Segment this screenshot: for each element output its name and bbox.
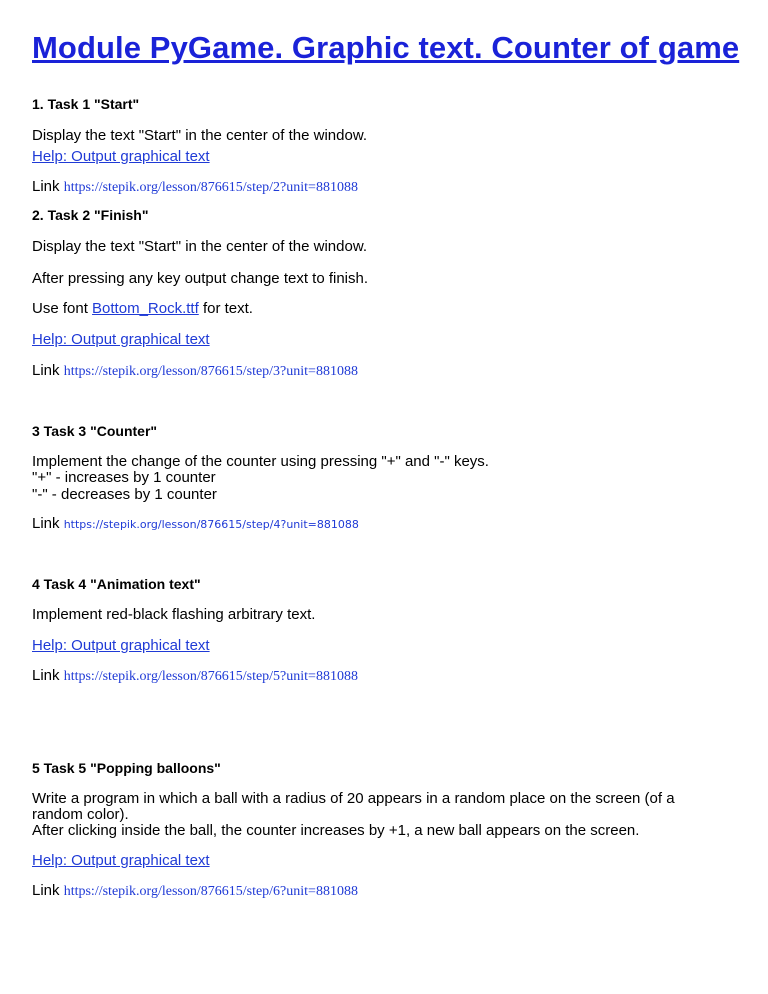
link-label: Link xyxy=(32,515,60,532)
task-5-description-2: random color). xyxy=(32,806,129,823)
font-prefix: Use font xyxy=(32,300,88,317)
link-label: Link xyxy=(32,362,60,379)
task-2-help-link[interactable]: Help: Output graphical text xyxy=(32,331,210,348)
task-2-url[interactable]: https://stepik.org/lesson/876615/step/3?unit=881088 xyxy=(63,364,358,379)
font-file-link[interactable]: Bottom_Rock.ttf xyxy=(92,300,199,317)
task-2-font-line xyxy=(32,300,253,317)
task-3-description-2: "+" - increases by 1 counter xyxy=(32,469,216,486)
task-1-link-row xyxy=(32,178,358,196)
page-title[interactable]: Module PyGame. Graphic text. Counter of game xyxy=(32,30,740,65)
task-4-description: Implement red-black flashing arbitrary text. xyxy=(32,606,316,623)
task-3-description-1: Implement the change of the counter using pressing "+" and "-" keys. xyxy=(32,453,489,470)
task-3-heading: 3 Task 3 "Counter" xyxy=(32,423,158,439)
task-1-description: Display the text "Start" in the center of the window. xyxy=(32,127,367,144)
task-2-link-row xyxy=(32,362,358,380)
task-3-link-row xyxy=(32,515,359,532)
task-1-url[interactable]: https://stepik.org/lesson/876615/step/2?unit=881088 xyxy=(63,180,358,195)
task-4-url[interactable]: https://stepik.org/lesson/876615/step/5?unit=881088 xyxy=(63,669,358,684)
font-suffix: for text. xyxy=(202,300,253,317)
task-1-heading: 1. Task 1 "Start" xyxy=(32,96,140,112)
task-2-heading: 2. Task 2 "Finish" xyxy=(32,207,149,223)
link-label: Link xyxy=(32,178,60,195)
task-4-link-row xyxy=(32,667,358,685)
task-1-help-link[interactable]: Help: Output graphical text xyxy=(32,148,210,165)
task-5-description-1: Write a program in which a ball with a radius of 20 appears in a random place on the screen (of a xyxy=(32,790,675,807)
task-3-description-3: "-" - decreases by 1 counter xyxy=(32,486,217,503)
task-5-heading: 5 Task 5 "Popping balloons" xyxy=(32,760,221,776)
link-label: Link xyxy=(32,667,60,684)
task-2-description-2: After pressing any key output change text to finish. xyxy=(32,270,369,287)
task-4-help-link[interactable]: Help: Output graphical text xyxy=(32,637,210,654)
task-5-description-3: After clicking inside the ball, the counter increases by +1, a new ball appears on the screen. xyxy=(32,822,640,839)
link-label: Link xyxy=(32,882,60,899)
task-5-url[interactable]: https://stepik.org/lesson/876615/step/6?unit=881088 xyxy=(63,884,358,899)
task-5-help-link[interactable]: Help: Output graphical text xyxy=(32,852,210,869)
task-2-description-1: Display the text "Start" in the center of the window. xyxy=(32,238,367,255)
task-3-url[interactable]: https://stepik.org/lesson/876615/step/4?unit=881088 xyxy=(63,518,359,531)
task-4-heading: 4 Task 4 "Animation text" xyxy=(32,576,201,592)
task-5-link-row xyxy=(32,882,358,900)
